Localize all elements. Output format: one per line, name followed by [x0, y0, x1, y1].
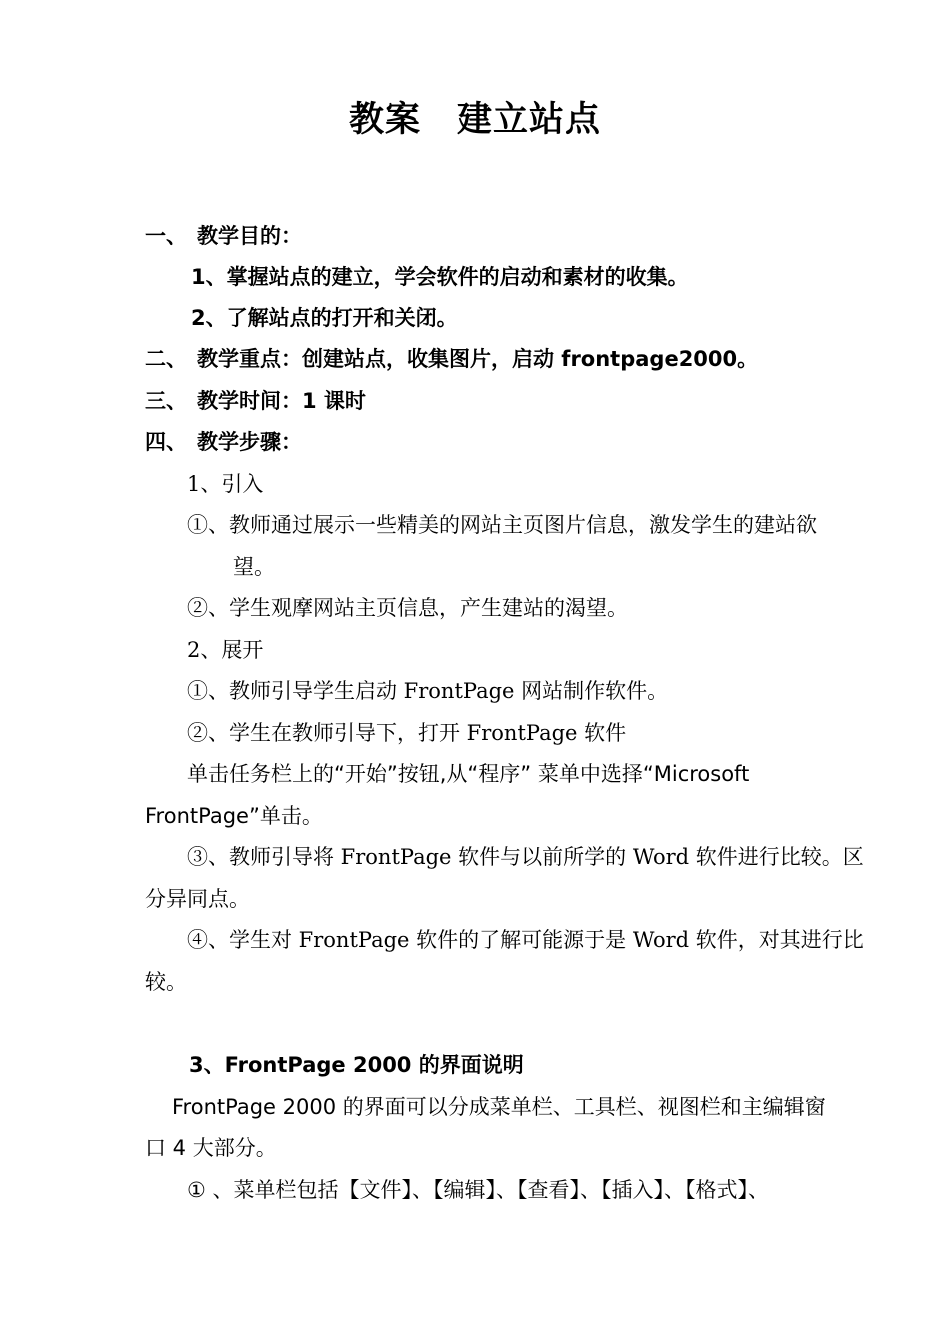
- section-text: 教学重点：创建站点，收集图片，启动 frontpage2000。: [197, 347, 759, 371]
- ui-description-continued: 口 4 大部分。: [145, 1136, 277, 1160]
- goal-item-1: 1、掌握站点的建立，学会软件的启动和素材的收集。: [191, 265, 689, 289]
- intro-point-1-continued: 望。: [233, 555, 275, 579]
- section-heading-1: [145, 221, 302, 251]
- section-heading-3: [145, 386, 366, 416]
- intro-point-2: ②、学生观摩网站主页信息，产生建站的渴望。: [187, 596, 628, 620]
- intro-point-1: ①、教师通过展示一些精美的网站主页图片信息，激发学生的建站欲: [187, 513, 817, 537]
- page-title: 教案 建立站点: [348, 100, 601, 140]
- menu-bar-description: ① 、菜单栏包括【文件】、【编辑】、【查看】、【插入】、【格式】、: [187, 1178, 769, 1202]
- section-text: 教学步骤：: [197, 430, 302, 454]
- step-heading-ui: 3、FrontPage 2000 的界面说明: [189, 1053, 524, 1077]
- section-heading-2: [145, 344, 758, 374]
- expand-point-4: ④、学生对 FrontPage 软件的了解可能源于是 Word 软件，对其进行比: [187, 928, 864, 952]
- section-text: 教学时间：1 课时: [197, 389, 366, 413]
- ui-description: FrontPage 2000 的界面可以分成菜单栏、工具栏、视图栏和主编辑窗: [172, 1095, 826, 1119]
- expand-point-3: ③、教师引导将 FrontPage 软件与以前所学的 Word 软件进行比较。区: [187, 845, 864, 869]
- expand-point-2: ②、学生在教师引导下，打开 FrontPage 软件: [187, 721, 627, 745]
- section-number: 一、: [145, 224, 187, 248]
- expand-point-3-continued: 分异同点。: [145, 887, 250, 911]
- expand-point-1: ①、教师引导学生启动 FrontPage 网站制作软件。: [187, 679, 669, 703]
- section-number: 四、: [145, 430, 187, 454]
- step-heading-intro: 1、引入: [187, 472, 264, 496]
- section-number: 三、: [145, 389, 187, 413]
- section-number: 二、: [145, 347, 187, 371]
- section-text: 教学目的：: [197, 224, 302, 248]
- section-heading-4: [145, 427, 302, 457]
- step-heading-expand: 2、展开: [187, 638, 264, 662]
- expand-point-4-continued: 较。: [145, 970, 187, 994]
- goal-item-2: 2、了解站点的打开和关闭。: [191, 306, 458, 330]
- click-instruction: 单击任务栏上的“开始”按钮,从“程序” 菜单中选择“Microsoft: [187, 762, 750, 786]
- click-instruction-continued: FrontPage”单击。: [145, 804, 323, 828]
